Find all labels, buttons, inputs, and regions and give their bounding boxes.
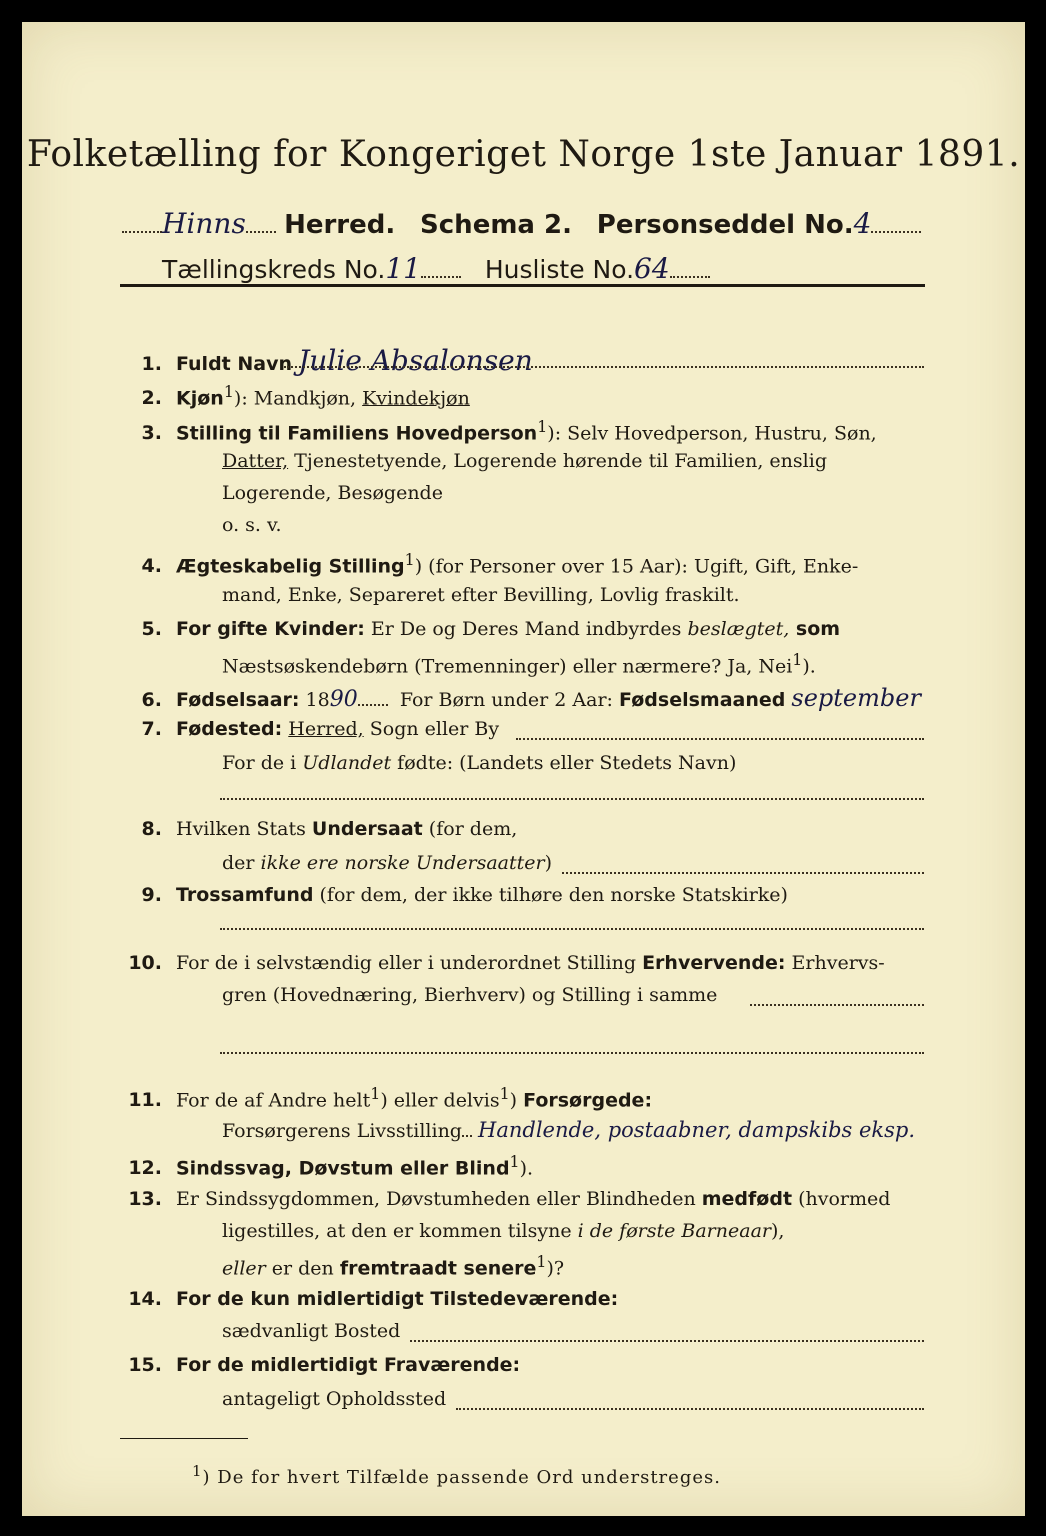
q11-label: Forsørgede: <box>523 1089 653 1112</box>
q1-row <box>122 344 533 377</box>
q8-label: Undersaat <box>311 818 423 840</box>
q12-row <box>122 1152 533 1179</box>
q8-text-a: Hvilken Stats <box>176 818 312 840</box>
footnote-text: ) De for hvert Tilfælde passende Ord understreges. <box>202 1467 721 1488</box>
q2-number: 2. <box>141 387 162 410</box>
q10-text-b: Erhvervs- <box>785 952 885 974</box>
q11-text-c: ) <box>509 1089 524 1112</box>
header-row-1 <box>122 207 921 240</box>
q3-sup: 1 <box>537 417 548 436</box>
q10-row-2 <box>222 984 717 1006</box>
q3-text-d: o. s. v. <box>222 514 282 536</box>
q1-number: 1. <box>141 353 162 375</box>
herred-value: Hinns <box>162 207 246 240</box>
q14-row <box>122 1288 618 1310</box>
q11-text-a: For de af Andre helt <box>176 1089 371 1112</box>
q8-text-i: ikke ere norske Undersaatter <box>260 852 545 874</box>
q9-text-a: (for dem, der ikke tilhøre den norske Statskirke) <box>313 884 788 906</box>
personseddel-value: 4 <box>853 207 872 240</box>
q5-row-2 <box>222 650 816 677</box>
q13-text-e: er den <box>265 1257 340 1280</box>
footnote-rule <box>120 1438 248 1439</box>
q13-row-2 <box>222 1220 784 1242</box>
q6-number: 6. <box>141 689 162 711</box>
q13-text-i: i de første Barneaar <box>577 1220 771 1242</box>
q3-row <box>122 417 877 444</box>
q5-sup: 1 <box>792 650 803 669</box>
personseddel-label: Personseddel No. <box>596 210 854 240</box>
q4-row <box>122 550 858 577</box>
q5-label: For gifte Kvinder: <box>176 618 365 640</box>
q5-text-i: beslægtet, <box>687 618 790 640</box>
q8-row-2 <box>222 852 552 874</box>
q3-row-4 <box>222 514 282 536</box>
q13-text-b: (hvormed <box>792 1188 891 1210</box>
q12-sup: 1 <box>509 1152 520 1171</box>
q5-text-a: Er De og Deres Mand indbyrdes <box>364 618 688 640</box>
q8-text-c: der <box>222 852 261 874</box>
q8-text-b: (for dem, <box>422 818 518 840</box>
q13-text-d: ), <box>771 1220 785 1242</box>
kreds-value: 11 <box>385 252 421 285</box>
q8-text-d: ) <box>544 852 552 874</box>
q7-dotline-2 <box>220 798 924 800</box>
q6-year-value: 90 <box>329 687 358 712</box>
q8-row <box>122 818 517 840</box>
census-form <box>22 22 1025 1516</box>
q3-text-c: Logerende, Besøgende <box>222 482 443 504</box>
q4-row-2 <box>222 584 740 606</box>
q14-text-a: sædvanligt Bosted <box>222 1320 401 1342</box>
q8-number: 8. <box>141 818 162 840</box>
q7-row-2 <box>222 752 736 774</box>
q2-label: Kjøn <box>176 387 224 410</box>
q11-row <box>122 1084 652 1111</box>
q7-row <box>122 718 499 740</box>
husliste-value: 64 <box>634 252 670 285</box>
q11-text-d: Forsørgerens Livsstilling <box>222 1120 462 1142</box>
q13-number: 13. <box>128 1188 162 1210</box>
q8-dotline <box>562 872 924 874</box>
q3-row-2 <box>222 450 827 472</box>
q7-label: Fødested: <box>176 718 283 740</box>
schema-label: Schema 2. <box>420 210 572 240</box>
q13-text-i2: eller <box>222 1257 266 1280</box>
q4-text-a: ) (for Personer over 15 Aar): Ugift, Gift, Enke- <box>414 555 859 578</box>
q15-row-2 <box>222 1388 446 1410</box>
footnote <box>192 1462 721 1488</box>
q13-sup: 1 <box>536 1252 547 1271</box>
q13-text-a: Er Sindssygdommen, Døvstumheden eller Blindheden <box>176 1188 702 1210</box>
q5-text-d: ). <box>802 655 816 678</box>
q5-number: 5. <box>141 618 162 640</box>
q9-dotline <box>220 928 924 930</box>
q4-text-b: mand, Enke, Separeret efter Bevilling, Lovlig fraskilt. <box>222 584 740 606</box>
q9-number: 9. <box>141 884 162 906</box>
q14-dotline <box>410 1340 924 1342</box>
q13-row <box>122 1188 890 1210</box>
q10-label: Erhvervende: <box>642 952 786 974</box>
q3-row-3 <box>222 482 443 504</box>
q10-row <box>122 952 885 974</box>
q2-sup: 1 <box>223 382 234 401</box>
q7-text-c: fødte: (Landets eller Stedets Navn) <box>391 752 737 774</box>
q10-text-c: gren (Hovednæring, Bierhverv) og Stilling i samme <box>222 984 718 1006</box>
q12-label: Sindssvag, Døvstum eller Blind <box>176 1157 510 1180</box>
q13-text-f: )? <box>546 1257 565 1280</box>
q6-month-value: september <box>791 684 921 712</box>
herred-label: Herred. <box>284 210 396 240</box>
header-row-2 <box>162 252 710 285</box>
q11-row-2 <box>222 1118 915 1142</box>
q14-number: 14. <box>128 1288 162 1310</box>
q15-number: 15. <box>128 1354 162 1376</box>
q11-value: Handlende, postaabner, dampskibs eksp. <box>478 1118 916 1142</box>
q6-label: Fødselsaar: <box>176 689 300 711</box>
q3-label: Stilling til Familiens Hovedperson <box>176 422 538 445</box>
q13-text-c: ligestilles, at den er kommen tilsyne <box>222 1220 578 1242</box>
q15-text-a: antageligt Opholdssted <box>222 1388 447 1410</box>
q7-dotline <box>516 738 924 740</box>
q5-text-b: som <box>789 618 841 640</box>
q14-label: For de kun midlertidigt Tilstedeværende: <box>176 1288 619 1310</box>
q7-text-b: For de i <box>222 752 303 774</box>
q10-text-a: For de i selvstændig eller i underordnet Stilling <box>176 952 643 974</box>
q13-label2: fremtraadt senere <box>339 1257 537 1280</box>
q15-dotline <box>456 1408 924 1410</box>
q1-value: Julie Absalonsen <box>298 344 533 377</box>
q12-text-a: ). <box>519 1157 534 1180</box>
q15-row <box>122 1354 520 1376</box>
q3-number: 3. <box>141 422 162 445</box>
q9-label: Trossamfund <box>176 884 314 906</box>
kreds-label: Tællingskreds No. <box>162 255 386 284</box>
q11-number: 11. <box>128 1089 162 1112</box>
q7-herred: Herred, <box>288 718 364 740</box>
q15-label: For de midlertidigt Fraværende: <box>176 1354 521 1376</box>
q13-row-3 <box>222 1252 564 1279</box>
q4-number: 4. <box>141 555 162 578</box>
q14-row-2 <box>222 1320 400 1342</box>
q3-text-a: ): Selv Hovedperson, Hustru, Søn, <box>547 422 877 445</box>
q1-dotline <box>284 366 924 368</box>
q10-dotline-2 <box>220 1052 924 1054</box>
q7-text-a: Sogn eller By <box>363 718 500 740</box>
form-title: Folketælling for Kongeriget Norge 1ste Januar 1891. <box>26 134 1021 175</box>
q1-label: Fuldt Navn <box>176 353 293 375</box>
q2-text-a: ): Mandkjøn, <box>233 387 363 410</box>
q6-row <box>122 684 921 712</box>
q12-number: 12. <box>128 1157 162 1180</box>
husliste-label: Husliste No. <box>484 255 635 284</box>
q3-text-b: Tjenestetyende, Logerende hørende til Familien, enslig <box>288 450 827 472</box>
q5-row <box>122 618 840 640</box>
q2-row <box>122 382 470 409</box>
q2-text-b: Kvindekjøn <box>362 387 470 410</box>
q11-sup-2: 1 <box>499 1084 510 1103</box>
q7-number: 7. <box>141 718 162 740</box>
q6-text-a: For Børn under 2 Aar: <box>399 689 613 711</box>
footnote-sup: 1 <box>192 1462 203 1480</box>
q11-text-b: ) eller delvis <box>380 1089 500 1112</box>
q5-text-c: Næstsøskendebørn (Tremenninger) eller nærmere? Ja, Nei <box>222 655 793 678</box>
q7-text-i: Udlandet <box>302 752 392 774</box>
q3-datter: Datter, <box>222 450 289 472</box>
q13-label: medfødt <box>701 1188 793 1210</box>
q6-year-prefix: 18 <box>305 689 330 711</box>
q10-dotline <box>750 1004 924 1006</box>
q6-label-b: Fødselsmaaned <box>619 689 786 711</box>
q10-number: 10. <box>128 952 162 974</box>
q4-sup: 1 <box>404 550 415 569</box>
header-rule <box>120 284 925 287</box>
q4-label: Ægteskabelig Stilling <box>176 555 405 578</box>
q9-row <box>122 884 788 906</box>
q11-sup: 1 <box>370 1084 381 1103</box>
